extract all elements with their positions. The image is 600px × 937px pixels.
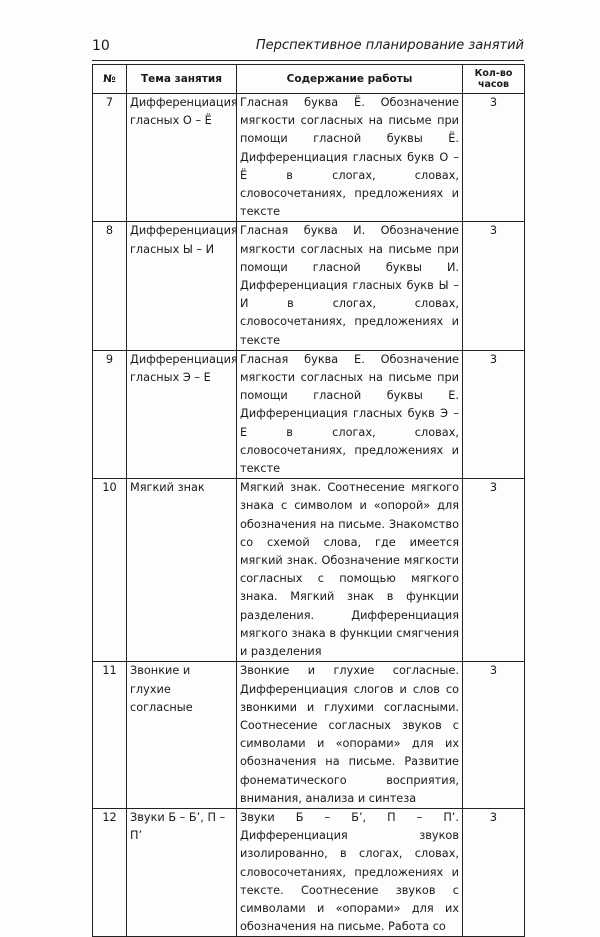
page-number: 10 <box>92 38 110 54</box>
header-number: № <box>93 65 127 94</box>
row-hours: 3 <box>463 479 525 662</box>
table-row <box>93 808 525 936</box>
table-row <box>93 350 525 478</box>
row-topic: Дифференциация гласных Ы – И <box>127 222 237 350</box>
page-header <box>92 38 524 56</box>
row-content: Гласная буква Ё. Обозначение мягкости согласных на письме при помощи гласной буквы Ё. Дифференциация гласных букв О – Ё в слогах, словах, словосочетаниях, предложениях и тексте <box>237 94 463 222</box>
row-hours: 3 <box>463 94 525 222</box>
row-number: 8 <box>93 222 127 350</box>
row-number: 9 <box>93 350 127 478</box>
table-row <box>93 222 525 350</box>
header-topic: Тема занятия <box>127 65 237 94</box>
row-hours: 3 <box>463 662 525 809</box>
table-row <box>93 662 525 809</box>
row-content: Мягкий знак. Соотнесение мягкого знака с символом и «опорой» для обозначения на письме. Знакомство со схемой слова, где имеется мягкий знак. Обозначение мягкости согласных с помощью мягкого знака. Мягкий знак в функции разделения. Дифференциация мягкого знака в функции смягчения и разделения <box>237 479 463 662</box>
header-rule <box>92 60 524 61</box>
row-hours: 3 <box>463 808 525 936</box>
row-topic: Дифференциация гласных О – Ё <box>127 94 237 222</box>
row-topic: Дифференциация гласных Э – Е <box>127 350 237 478</box>
row-topic: Мягкий знак <box>127 479 237 662</box>
row-content: Гласная буква Е. Обозначение мягкости согласных на письме при помощи гласной буквы Е. Дифференциация гласных букв Э – Е в слогах, словах, словосочетаниях, предложениях и тексте <box>237 350 463 478</box>
table-row <box>93 94 525 222</box>
row-number: 11 <box>93 662 127 809</box>
row-content: Звуки Б – Б’, П – П’. Дифференциация звуков изолированно, в слогах, словах, словосочетаниях, предложениях и тексте. Соотнесение звуков с символами и «опорами» для их обозначения на письме. Работа со <box>237 808 463 936</box>
row-number: 12 <box>93 808 127 936</box>
row-number: 10 <box>93 479 127 662</box>
row-content: Звонкие и глухие согласные. Дифференциация слогов и слов со звонкими и глухими согласными. Соотнесение согласных звуков с символами и «опорами» для их обозначения на письме. Развитие фонематического восприятия, внимания, анализа и синтеза <box>237 662 463 809</box>
row-content: Гласная буква И. Обозначение мягкости согласных на письме при помощи гласной буквы И. Дифференциация гласных букв Ы – И в слогах, словах, словосочетаниях, предложениях и тексте <box>237 222 463 350</box>
running-title: Перспективное планирование занятий <box>255 38 524 53</box>
row-topic: Звуки Б – Б’, П – П’ <box>127 808 237 936</box>
lesson-plan-table <box>92 64 525 937</box>
row-topic: Звонкие и глухие согласные <box>127 662 237 809</box>
header-content: Содержание работы <box>237 65 463 94</box>
row-hours: 3 <box>463 222 525 350</box>
header-hours: Кол-во часов <box>463 65 525 94</box>
table-row <box>93 479 525 662</box>
row-hours: 3 <box>463 350 525 478</box>
table-header-row <box>93 65 525 94</box>
row-number: 7 <box>93 94 127 222</box>
